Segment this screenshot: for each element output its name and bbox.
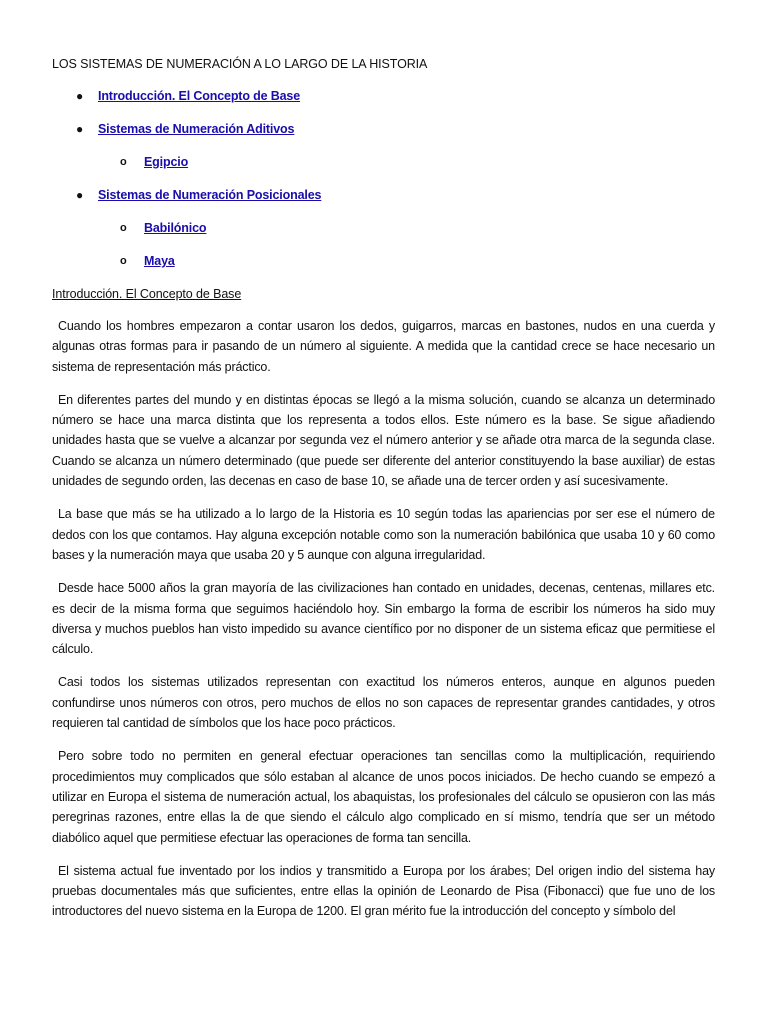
toc-link-babilonico[interactable]: Babilónico [144,221,207,235]
bullet-disc-icon: ● [76,89,84,103]
toc-item-egipcio [52,153,715,186]
toc-item-maya [52,252,715,285]
toc-link-maya[interactable]: Maya [144,254,175,268]
toc-link-aditivos[interactable]: Sistemas de Numeración Aditivos [98,122,295,136]
document-page [52,55,715,935]
document-title: LOS SISTEMAS DE NUMERACIÓN A LO LARGO DE LA HISTORIA [52,57,428,71]
paragraph: Pero sobre todo no permiten en general efectuar operaciones tan sencillas como la multiplicación, requiriendo procedimientos muy complicados que sólo estaban al alcance de unos pocos iniciados. De hecho cuando se empezó a utilizar en Europa el sistema de numeración actual, los abaquistas, los profesionales del cálculo se opusieron con las más peregrinas razones, entre ellas la de que siendo el cálculo algo complicado en sí mismo, tendría que ser un método diabólico aquel que permitiese efectuar las operaciones de forma tan sencilla. [52,749,715,845]
paragraph: Desde hace 5000 años la gran mayoría de las civilizaciones han contado en unidades, decenas, centenas, millares etc. es decir de la misma forma que seguimos haciéndolo hoy. Sin embargo la forma de escribir los números ha sido muy diversa y muchos pueblos han visto impedido su avance científico por no disponer de un sistema eficaz que permitiese el cálculo. [52,581,715,657]
bullet-disc-icon: ● [76,122,84,136]
bullet-disc-icon: ● [76,188,84,202]
bullet-circle-icon: o [120,156,127,168]
paragraph: Casi todos los sistemas utilizados representan con exactitud los números enteros, aunque en algunos pueden confundirse unos números con otros, pero muchos de ellos no son capaces de representar grandes cantidades, y otros requieren tal cantidad de símbolos que los hace poco prácticos. [52,675,715,731]
toc-item-posicionales [52,186,715,219]
toc-item-introduccion [52,87,715,120]
table-of-contents [52,87,715,285]
toc-link-egipcio[interactable]: Egipcio [144,155,189,169]
paragraph: El sistema actual fue inventado por los indios y transmitido a Europa por los árabes; Del origen indio del sistema hay pruebas documentales más que suficientes, entre ellas la opinión de Leonardo de Pisa (Fibonacci) que fue uno de los introductores del nuevo sistema en la Europa de 1200. El gran mérito fue la introducción del concepto y símbolo del [52,863,715,919]
toc-link-introduccion[interactable]: Introducción. El Concepto de Base [98,89,301,103]
toc-item-aditivos [52,120,715,153]
paragraph: La base que más se ha utilizado a lo largo de la Historia es 10 según todas las apariencias por ser ese el número de dedos con los que contamos. Hay alguna excepción notable como son la numeración babilónica que usaba 10 y 60 como bases y la numeración maya que usaba 20 y 5 aunque con alguna irregularidad. [52,507,715,562]
toc-item-babilonico [52,219,715,252]
toc-link-posicionales[interactable]: Sistemas de Numeración Posicionales [98,188,322,202]
paragraph: Cuando los hombres empezaron a contar usaron los dedos, guigarros, marcas en bastones, nudos en una cuerda y algunas otras formas para ir pasando de un número al siguiente. A medida que la cantidad crece se hace necesario un sistema de representación más práctico. [52,319,715,374]
bullet-circle-icon: o [120,255,127,267]
paragraph: En diferentes partes del mundo y en distintas épocas se llegó a la misma solución, cuando se alcanza un determinado número se hace una marca distinta que los representa a todos ellos. Este número es la base. Se sigue añadiendo unidades hasta que se vuelve a alcanzar por segunda vez el número anterior y se añade otra marca de la segunda clase. Cuando se alcanza un número determinado (que puede ser diferente del anterior constituyendo la base auxiliar) de estas unidades de segundo orden, las decenas en caso de base 10, se añade una de tercer orden y así sucesivamente. [52,392,715,489]
bullet-circle-icon: o [120,222,127,234]
section-heading: Introducción. El Concepto de Base [52,287,242,301]
